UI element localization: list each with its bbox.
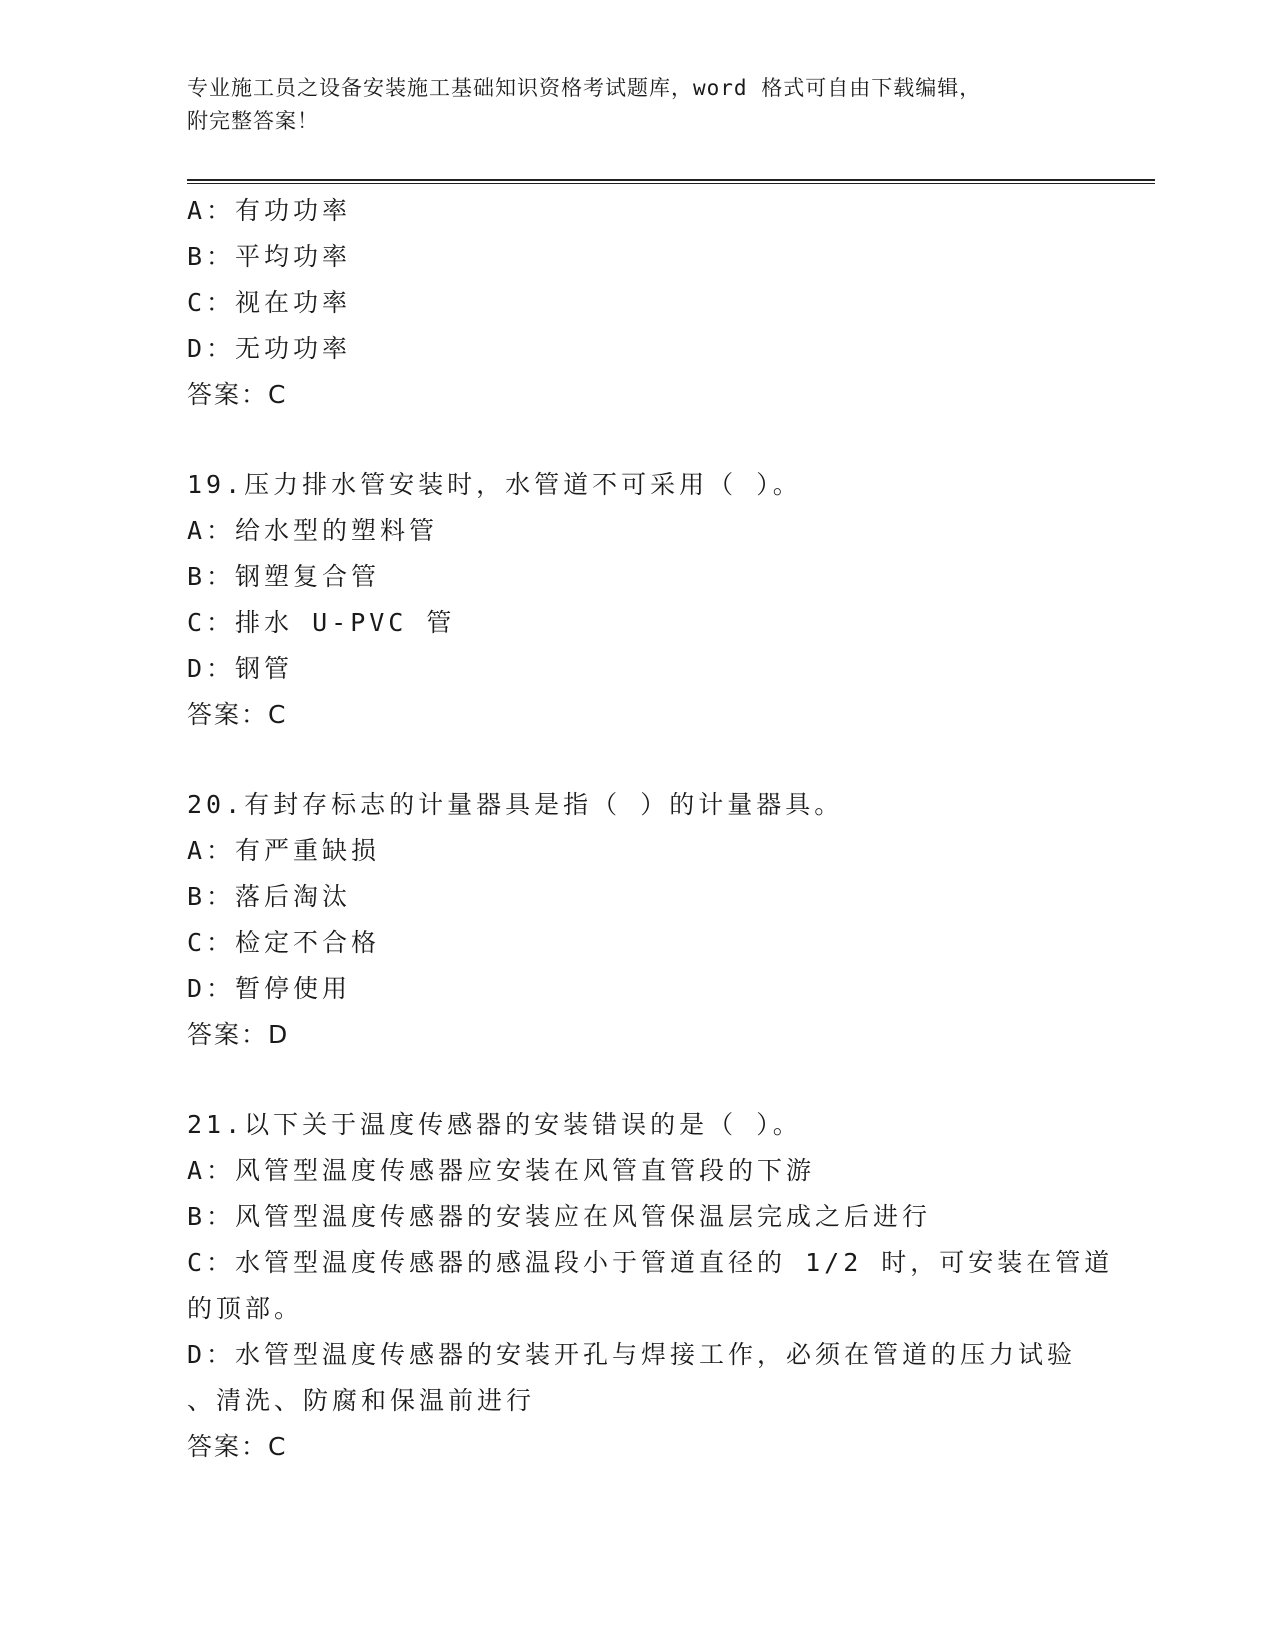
q21-option-c-line-2: 的顶部。 [187, 1294, 304, 1323]
spacer [187, 1058, 1087, 1102]
q19-option-d: D：钢管 [187, 654, 294, 683]
header-title-line-2: 附完整答案！ [187, 109, 319, 133]
document-header [187, 72, 1087, 138]
header-divider-thin [187, 183, 1155, 184]
q19-option-b: B：钢塑复合管 [187, 562, 381, 591]
q20-option-c: C：检定不合格 [187, 928, 381, 957]
q21-option-b: B：风管型温度传感器的安装应在风管保温层完成之后进行 [187, 1202, 932, 1231]
q21-option-a: A：风管型温度传感器应安装在风管直管段的下游 [187, 1156, 816, 1185]
q21-option-c-line-1: C：水管型温度传感器的感温段小于管道直径的 1/2 时，可安装在管道 [187, 1248, 1114, 1277]
spacer [187, 418, 1087, 462]
q21-answer: 答案：C [187, 1432, 288, 1461]
q20-option-d: D：暂停使用 [187, 974, 352, 1003]
q18-option-b: B：平均功率 [187, 242, 352, 271]
q21-option-d-line-1: D：水管型温度传感器的安装开孔与焊接工作，必须在管道的压力试验 [187, 1340, 1077, 1369]
question-list [187, 188, 1114, 1470]
q21-question: 21.以下关于温度传感器的安装错误的是（ ）。 [187, 1110, 802, 1139]
q18-answer: 答案：C [187, 380, 288, 409]
q19-option-a: A：给水型的塑料管 [187, 516, 439, 545]
q18-option-a: A：有功功率 [187, 196, 352, 225]
q20-answer: 答案：D [187, 1020, 290, 1049]
q19-answer: 答案：C [187, 700, 288, 729]
q20-option-b: B：落后淘汰 [187, 882, 352, 911]
q21-option-d-line-2: 、清洗、防腐和保温前进行 [187, 1386, 536, 1415]
q20-option-a: A：有严重缺损 [187, 836, 381, 865]
question-20-block [187, 782, 1087, 1058]
q19-question: 19.压力排水管安装时，水管道不可采用（ ）。 [187, 470, 802, 499]
q18-option-c: C：视在功率 [187, 288, 352, 317]
question-21-block [187, 1102, 1114, 1470]
spacer [187, 738, 1087, 782]
q19-option-c: C：排水 U-PVC 管 [187, 608, 456, 637]
question-18-block [187, 188, 1087, 418]
q18-option-d: D：无功功率 [187, 334, 352, 363]
question-19-block [187, 462, 1087, 738]
header-divider-thick [187, 179, 1155, 181]
q20-question: 20.有封存标志的计量器具是指（ ）的计量器具。 [187, 790, 844, 819]
header-title-line-1: 专业施工员之设备安装施工基础知识资格考试题库，word 格式可自由下载编辑， [187, 76, 982, 100]
